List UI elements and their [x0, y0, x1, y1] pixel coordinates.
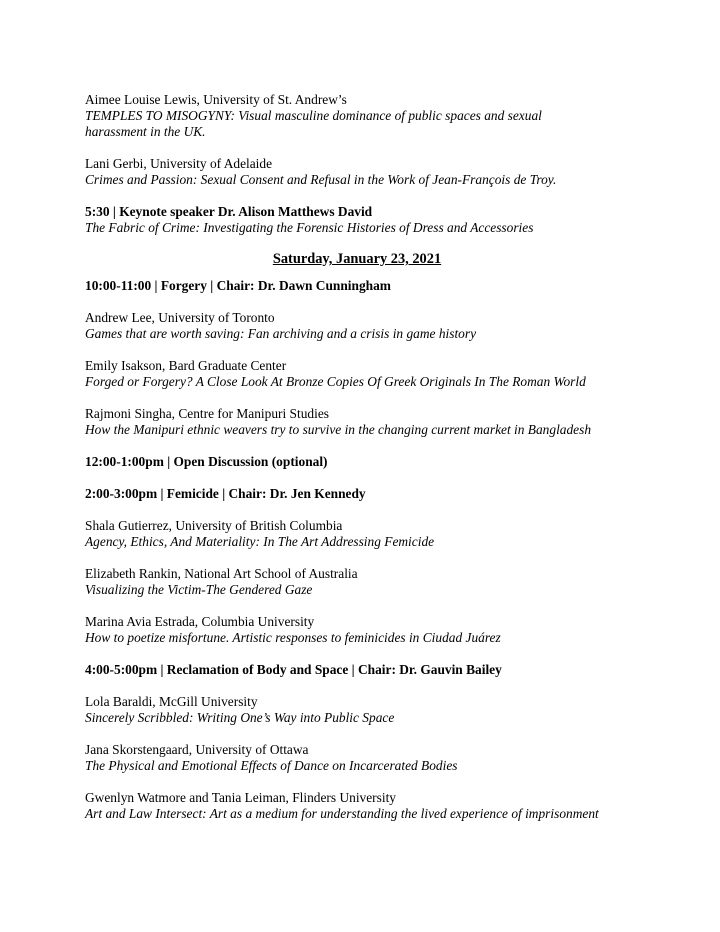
- presenter-name: Emily Isakson, Bard Graduate Center: [85, 358, 287, 373]
- presentation-entry: [85, 566, 705, 598]
- presenter-name: Andrew Lee, University of Toronto: [85, 310, 275, 325]
- presentation-entry: [85, 310, 705, 342]
- presentation-entry: [85, 92, 705, 140]
- presentation-title: The Physical and Emotional Effects of Dance on Incarcerated Bodies: [85, 758, 458, 773]
- presentation-entry: [85, 742, 705, 774]
- presentation-title: How to poetize misfortune. Artistic responses to feminicides in Ciudad Juárez: [85, 630, 501, 645]
- presenter-name: Gwenlyn Watmore and Tania Leiman, Flinders University: [85, 790, 396, 805]
- presenter-name: Lola Baraldi, McGill University: [85, 694, 258, 709]
- session-heading: 12:00-1:00pm | Open Discussion (optional): [85, 454, 328, 469]
- schedule-page: [85, 92, 705, 822]
- keynote-heading: 5:30 | Keynote speaker Dr. Alison Matthews David: [85, 204, 373, 219]
- presentation-entry: [85, 614, 705, 646]
- keynote-title: The Fabric of Crime: Investigating the Forensic Histories of Dress and Accessories: [85, 220, 534, 235]
- presentation-title: TEMPLES TO MISOGYNY: Visual masculine dominance of public spaces and sexual: [85, 108, 542, 123]
- presenter-name: Aimee Louise Lewis, University of St. Andrew’s: [85, 92, 347, 107]
- presentation-title: Games that are worth saving: Fan archiving and a crisis in game history: [85, 326, 477, 341]
- presentation-entry: [85, 358, 705, 390]
- presentation-title: Crimes and Passion: Sexual Consent and Refusal in the Work of Jean-François de Troy.: [85, 172, 557, 187]
- presentation-entry: [85, 790, 705, 822]
- session-heading: 4:00-5:00pm | Reclamation of Body and Space | Chair: Dr. Gauvin Bailey: [85, 662, 502, 677]
- day-heading: Saturday, January 23, 2021: [272, 251, 442, 267]
- presentation-entry: [85, 406, 705, 438]
- presentation-title: harassment in the UK.: [85, 124, 206, 139]
- presenter-name: Marina Avia Estrada, Columbia University: [85, 614, 315, 629]
- presenter-name: Elizabeth Rankin, National Art School of Australia: [85, 566, 358, 581]
- presenter-name: Jana Skorstengaard, University of Ottawa: [85, 742, 309, 757]
- presentation-entry: [85, 156, 705, 188]
- presentation-title: Sincerely Scribbled: Writing One’s Way into Public Space: [85, 710, 395, 725]
- presentation-title: Visualizing the Victim-The Gendered Gaze: [85, 582, 313, 597]
- session-heading: 10:00-11:00 | Forgery | Chair: Dr. Dawn Cunningham: [85, 278, 391, 293]
- presentation-title: How the Manipuri ethnic weavers try to survive in the changing current market in Bangladesh: [85, 422, 592, 437]
- presentation-title: Art and Law Intersect: Art as a medium for understanding the lived experience of imprisonment: [85, 806, 599, 821]
- keynote-entry: [85, 204, 705, 236]
- presentation-entry: [85, 518, 705, 550]
- presentation-title: Forged or Forgery? A Close Look At Bronze Copies Of Greek Originals In The Roman World: [85, 374, 586, 389]
- presentation-title: Agency, Ethics, And Materiality: In The Art Addressing Femicide: [85, 534, 435, 549]
- session-heading: 2:00-3:00pm | Femicide | Chair: Dr. Jen Kennedy: [85, 486, 366, 501]
- presentation-entry: [85, 694, 705, 726]
- presenter-name: Lani Gerbi, University of Adelaide: [85, 156, 273, 171]
- presenter-name: Shala Gutierrez, University of British Columbia: [85, 518, 343, 533]
- presenter-name: Rajmoni Singha, Centre for Manipuri Studies: [85, 406, 329, 421]
